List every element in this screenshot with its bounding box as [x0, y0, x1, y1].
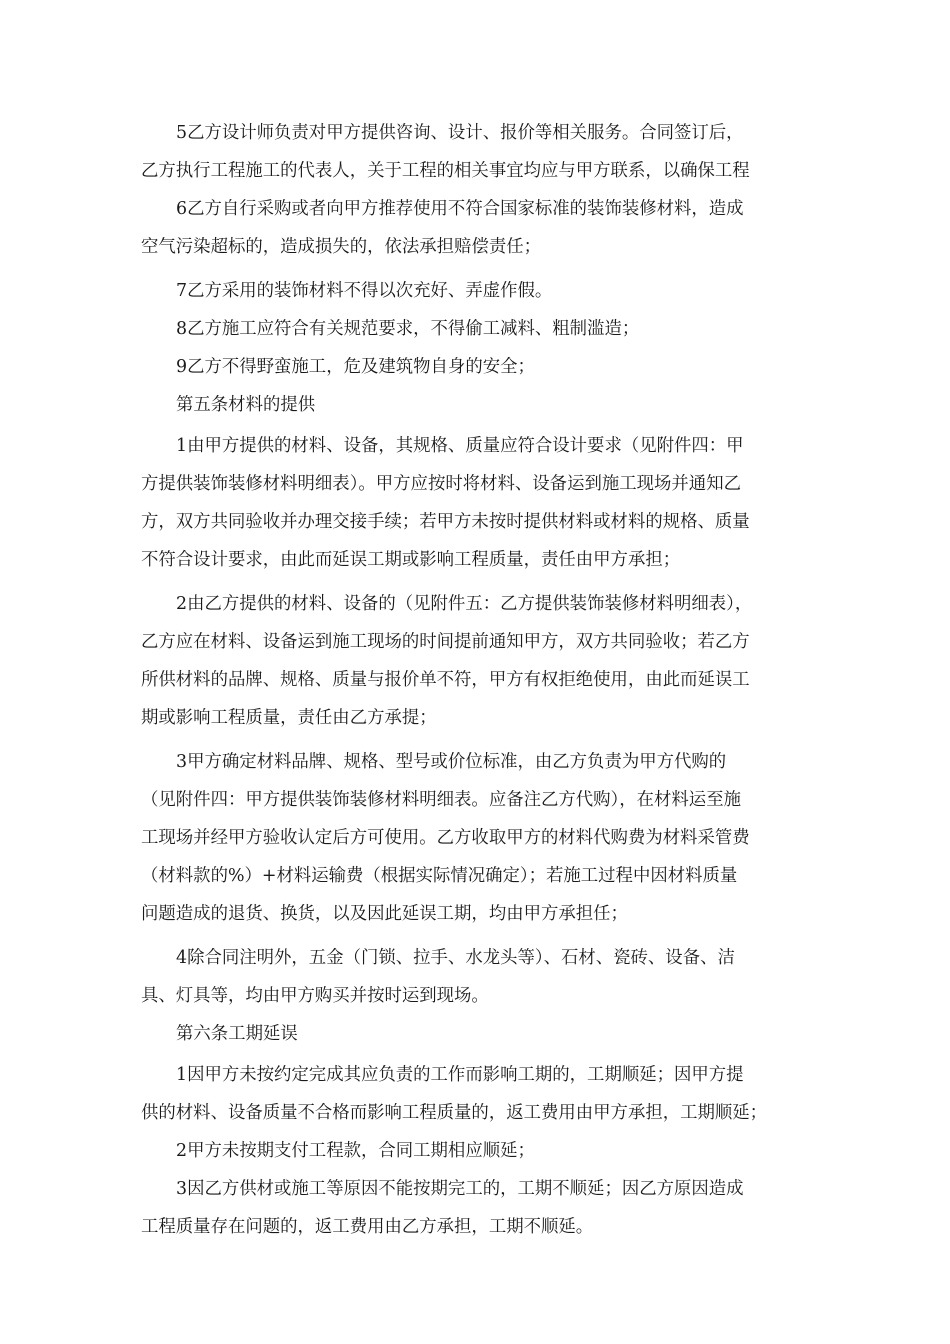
paragraph-line: 8乙方施工应符合有关规范要求，不得偷工减料、粗制滥造；	[176, 319, 640, 339]
paragraph-line: 乙方执行工程施工的代表人，关于工程的相关事宜均应与甲方联系，以确保工程	[141, 161, 750, 181]
paragraph-line: 方，双方共同验收并办理交接手续；若甲方未按时提供材料或材料的规格、质量	[141, 512, 750, 532]
paragraph-line: 供的材料、设备质量不合格而影响工程质量的，返工费用由甲方承担，工期顺延；	[141, 1103, 768, 1123]
paragraph-line: 期或影响工程质量，责任由乙方承提；	[141, 708, 437, 728]
paragraph-line: 2由乙方提供的材料、设备的（见附件五：乙方提供装饰装修材料明细表），	[176, 594, 753, 614]
paragraph-line: 4除合同注明外，五金（门锁、拉手、水龙头等）、石材、瓷砖、设备、洁	[176, 948, 735, 968]
paragraph-line: 空气污染超标的，造成损失的，依法承担赔偿责任；	[141, 237, 541, 257]
paragraph-line: 问题造成的退货、换货，以及因此延误工期，均由甲方承担任；	[141, 904, 628, 924]
paragraph-line: 不符合设计要求，由此而延误工期或影响工程质量，责任由甲方承担；	[141, 550, 681, 570]
paragraph-line: 7乙方采用的装饰材料不得以次充好、弄虚作假。	[176, 281, 553, 301]
section-heading: 第五条材料的提供	[176, 395, 316, 415]
paragraph-line: 1由甲方提供的材料、设备，其规格、质量应符合设计要求（见附件四：甲	[176, 436, 744, 456]
paragraph-line: （见附件四：甲方提供装饰装修材料明细表。应备注乙方代购），在材料运至施	[141, 790, 741, 810]
paragraph-line: 6乙方自行采购或者向甲方推荐使用不符合国家标准的装饰装修材料，造成	[176, 199, 744, 219]
paragraph-line: 9乙方不得野蛮施工，危及建筑物自身的安全；	[176, 357, 535, 377]
paragraph-line: 3因乙方供材或施工等原因不能按期完工的，工期不顺延；因乙方原因造成	[176, 1179, 744, 1199]
document-body	[0, 114, 950, 1246]
paragraph-line: 方提供装饰装修材料明细表）。甲方应按时将材料、设备运到施工现场并通知乙	[141, 474, 741, 494]
paragraph-line: 5乙方设计师负责对甲方提供咨询、设计、报价等相关服务。合同签订后，	[176, 123, 744, 143]
paragraph-line: （材料款的%）+材料运输费（根据实际情况确定）；若施工过程中因材料质量	[141, 866, 738, 886]
paragraph-line: 工现场并经甲方验收认定后方可使用。乙方收取甲方的材料代购费为材料采管费	[141, 828, 750, 848]
paragraph-line: 工程质量存在问题的，返工费用由乙方承担，工期不顺延。	[141, 1217, 594, 1237]
paragraph-line: 乙方应在材料、设备运到施工现场的时间提前通知甲方，双方共同验收；若乙方	[141, 632, 750, 652]
paragraph-line: 1因甲方未按约定完成其应负责的工作而影响工期的，工期顺延；因甲方提	[176, 1065, 744, 1085]
section-heading: 第六条工期延误	[176, 1024, 298, 1044]
paragraph-line: 3甲方确定材料品牌、规格、型号或价位标准，由乙方负责为甲方代购的	[176, 752, 727, 772]
paragraph-line: 所供材料的品牌、规格、质量与报价单不符，甲方有权拒绝使用，由此而延误工	[141, 670, 750, 690]
paragraph-line: 2甲方未按期支付工程款，合同工期相应顺延；	[176, 1141, 535, 1161]
paragraph-line: 具、灯具等，均由甲方购买并按时运到现场。	[141, 986, 489, 1006]
